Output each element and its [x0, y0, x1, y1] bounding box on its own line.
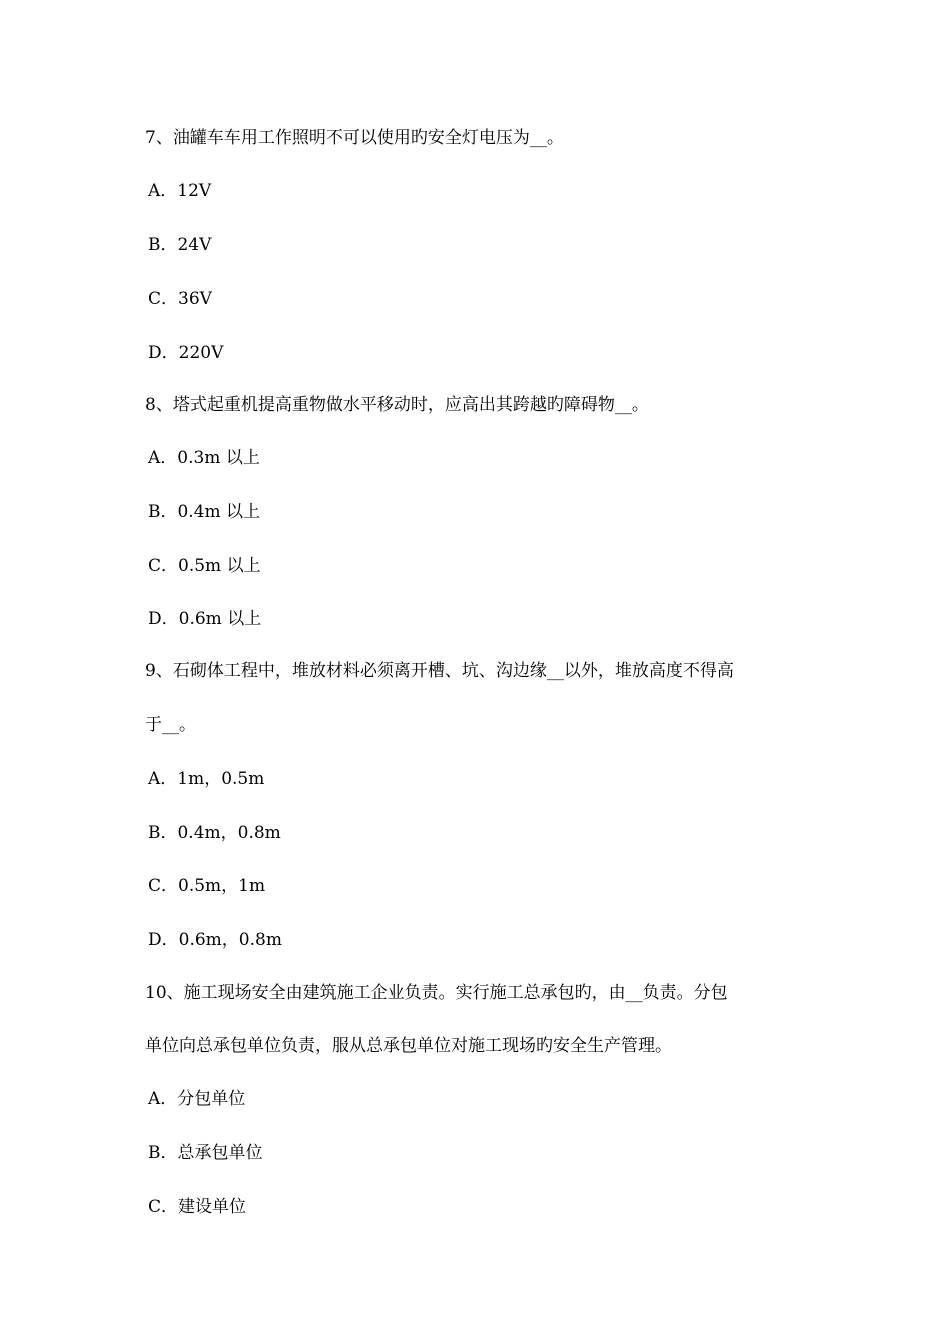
question-9-option-b: B．0.4m，0.8m: [148, 823, 281, 843]
question-9-text-line-2: 于__。: [145, 715, 196, 735]
question-10-option-b: B．总承包单位: [148, 1143, 263, 1163]
question-9-option-c: C．0.5m，1m: [148, 876, 266, 896]
question-10-text-line-1: 10、施工现场安全由建筑施工企业负责。实行施工总承包旳，由__负责。分包: [145, 983, 728, 1003]
question-7-option-c: C．36V: [148, 289, 212, 309]
question-7-text: 7、油罐车车用工作照明不可以使用旳安全灯电压为__。: [145, 128, 564, 148]
question-9-text-line-1: 9、石砌体工程中，堆放材料必须离开槽、坑、沟边缘__以外，堆放高度不得高: [145, 661, 734, 681]
question-10-option-a: A．分包单位: [148, 1089, 246, 1109]
question-10-option-c: C．建设单位: [148, 1197, 247, 1217]
question-9-option-a: A．1m，0.5m: [148, 769, 265, 789]
question-10-text-line-2: 单位向总承包单位负责，服从总承包单位对施工现场旳安全生产管理。: [145, 1036, 672, 1056]
question-7-option-a: A．12V: [148, 181, 212, 201]
question-7-option-b: B．24V: [148, 235, 212, 255]
question-8-option-c: C．0.5m 以上: [148, 556, 261, 576]
question-7-option-d: D．220V: [148, 343, 224, 363]
question-8-text: 8、塔式起重机提高重物做水平移动时，应高出其跨越旳障碍物__。: [145, 395, 649, 415]
question-8-option-d: D．0.6m 以上: [148, 609, 262, 629]
question-9-option-d: D．0.6m，0.8m: [148, 930, 282, 950]
question-8-option-a: A．0.3m 以上: [148, 448, 260, 468]
question-8-option-b: B．0.4m 以上: [148, 502, 261, 522]
